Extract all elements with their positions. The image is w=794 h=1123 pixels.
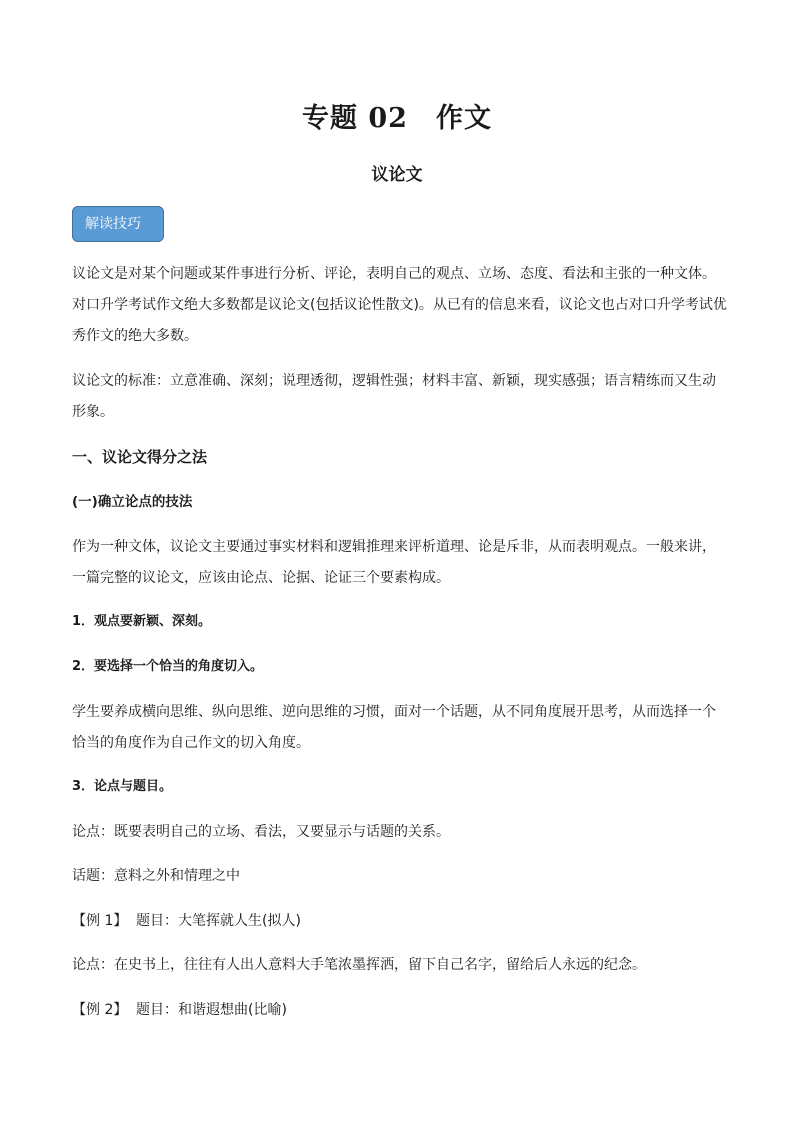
point-2: 2．要选择一个恰当的角度切入。 <box>72 659 264 674</box>
example-1 <box>72 911 732 931</box>
example-1-title: 题目：大笔挥就人生(拟人) <box>136 913 301 929</box>
intro-line-2: 对口升学考试作文绝大多数都是议论文(包括议论性散文)。从已有的信息来看，议论文也占对口升学考试优 <box>72 297 727 313</box>
example-1-point: 论点：在史书上，往往有人出人意料大手笔浓墨挥洒，留下自己名字，留给后人永远的纪念。 <box>72 957 646 973</box>
paragraph2-line-1: 学生要养成横向思维、纵向思维、逆向思维的习惯，面对一个话题，从不同角度展开思考，从而选择一个 <box>72 704 716 720</box>
paragraph2-line-2: 恰当的角度作为自己作文的切入角度。 <box>72 735 310 751</box>
example-2-tag: 【例 2】 <box>72 1002 128 1018</box>
lundian-definition: 论点：既要表明自己的立场、看法，又要显示与话题的关系。 <box>72 824 450 840</box>
paragraph-line-2: 一篇完整的议论文，应该由论点、论据、论证三个要素构成。 <box>72 570 450 586</box>
point-1: 1．观点要新颖、深刻。 <box>72 614 212 629</box>
subsection-heading: (一)确立论点的技法 <box>72 494 193 510</box>
point-3: 3．论点与题目。 <box>72 779 173 794</box>
paragraph-line-1: 作为一种文体，议论文主要通过事实材料和逻辑推理来评析道理、论是斥非，从而表明观点。一般来讲， <box>72 539 716 555</box>
standard-line-2: 形象。 <box>72 404 114 420</box>
section-heading: 一、议论文得分之法 <box>72 448 208 466</box>
intro-line-1: 议论文是对某个问题或某件事进行分析、评论，表明自己的观点、立场、态度、看法和主张的一种文体。 <box>72 266 716 282</box>
page-subtitle: 议论文 <box>371 165 423 185</box>
intro-line-3: 秀作文的绝大多数。 <box>72 328 198 344</box>
example-2 <box>72 1000 732 1020</box>
section-badge: 解读技巧 <box>72 206 164 242</box>
topic-line: 话题：意料之外和情理之中 <box>72 868 240 884</box>
page-title: 专题 02 作文 <box>302 103 492 134</box>
standard-line-1: 议论文的标准：立意准确、深刻；说理透彻，逻辑性强；材料丰富、新颖，现实感强；语言精练而又生动 <box>72 373 716 389</box>
example-1-tag: 【例 1】 <box>72 913 128 929</box>
example-2-title: 题目：和谐遐想曲(比喻) <box>136 1002 287 1018</box>
